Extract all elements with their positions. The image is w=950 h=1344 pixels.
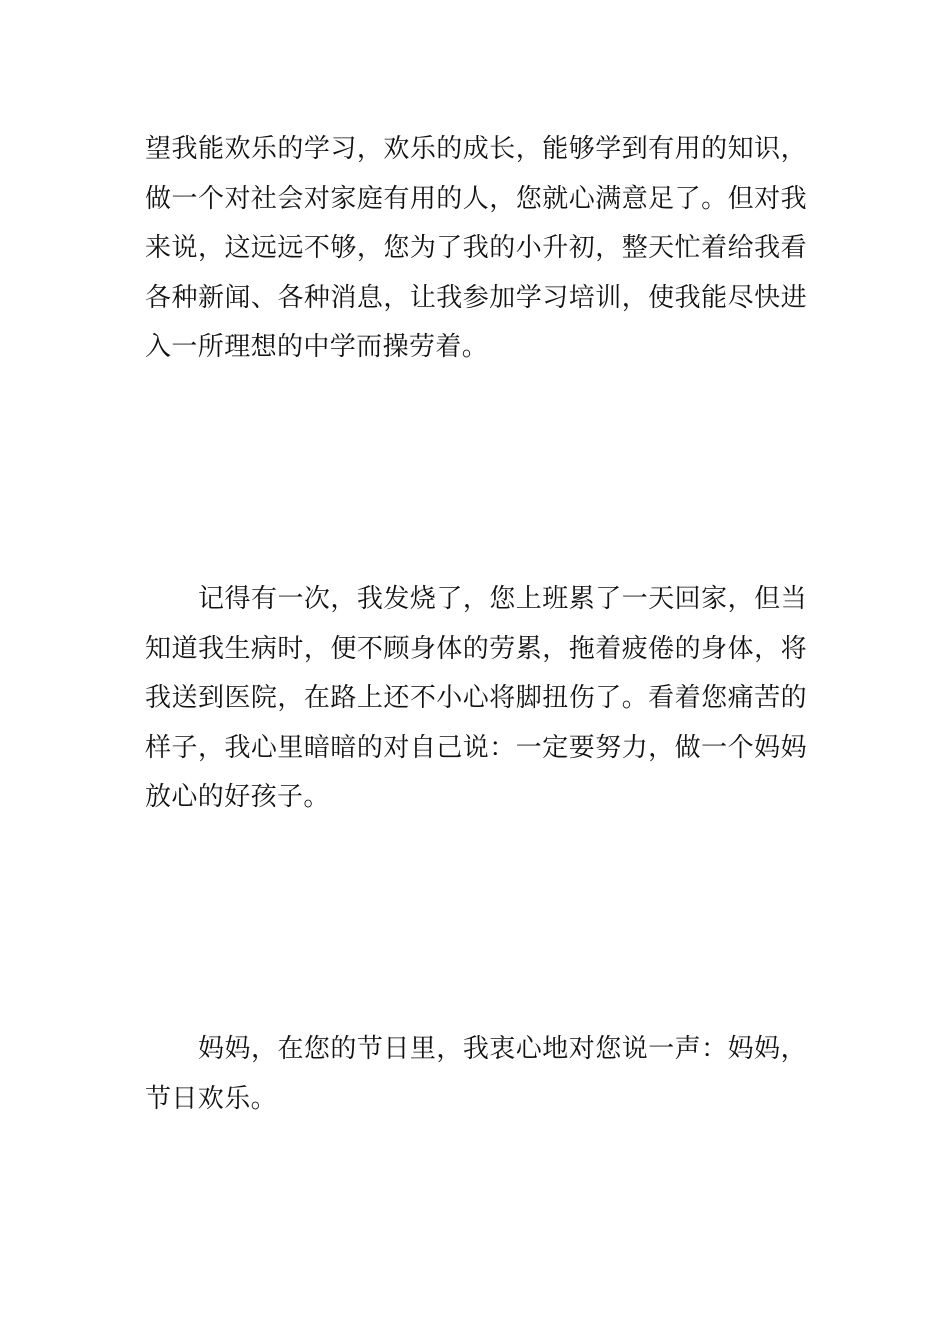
paragraph-2: 记得有一次，我发烧了，您上班累了一天回家，但当知道我生病时，便不顾身体的劳累，拖着疲倦的身体，将我送到医院，在路上还不小心将脚扭伤了。看着您痛苦的样子，我心里暗暗的对自己说：一定要努力，做一个妈妈放心的好孩子。: [145, 584, 807, 812]
paragraph-3: 妈妈，在您的节日里，我衷心地对您说一声：妈妈，节日欢乐。: [145, 1034, 807, 1114]
paragraph-1: 望我能欢乐的学习，欢乐的成长，能够学到有用的知识，做一个对社会对家庭有用的人，您就心满意足了。但对我来说，这远远不够，您为了我的小升初，整天忙着给我看各种新闻、各种消息，让我参加学习培训，使我能尽快进入一所理想的中学而操劳着。: [145, 134, 807, 362]
